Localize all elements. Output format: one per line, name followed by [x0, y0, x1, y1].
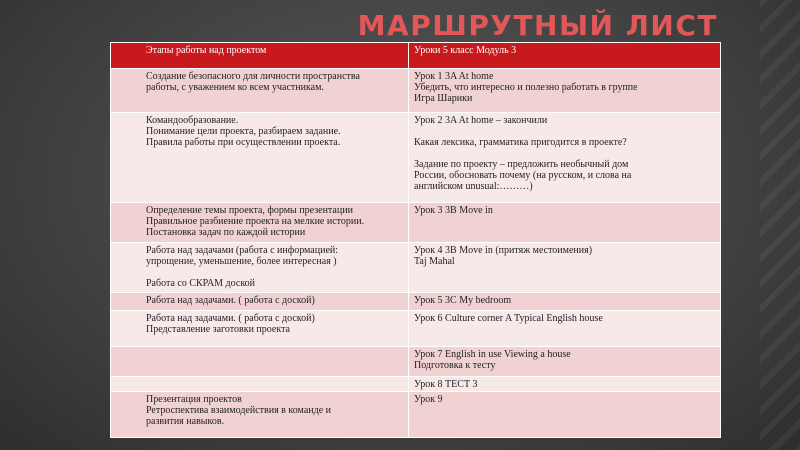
- cell-text-line: Представление заготовки проекта: [146, 324, 290, 335]
- cell-text-line: Урок 8 ТЕСТ 3: [414, 379, 478, 390]
- lesson-cell: [409, 311, 721, 347]
- header-stages: Этапы работы над проектом: [111, 43, 409, 69]
- stage-cell: [111, 69, 409, 113]
- table-row: [111, 243, 721, 293]
- cell-text-line: Постановка задач по каждой истории: [146, 227, 306, 238]
- cell-text-line: Правила работы при осуществлении проекта.: [146, 137, 341, 148]
- cell-text-line: развития навыков.: [146, 416, 225, 427]
- decorative-stripes: [760, 0, 800, 450]
- lesson-cell: [409, 243, 721, 293]
- table-row: [111, 377, 721, 392]
- cell-text-line: Работа над задачами (работа с информацией:: [146, 245, 339, 256]
- cell-text-line: английском unusual:………): [414, 181, 533, 192]
- table-row: [111, 311, 721, 347]
- cell-text-line: работы, с уважением ко всем участникам.: [146, 82, 324, 93]
- lesson-cell: [409, 203, 721, 243]
- stage-cell: [111, 203, 409, 243]
- header-lessons: Уроки 5 класс Модуль 3: [409, 43, 721, 69]
- stage-cell: [111, 347, 409, 377]
- cell-text-line: Урок 1 3A At home: [414, 71, 494, 82]
- table-row: [111, 69, 721, 113]
- cell-text-line: Урок 5 3C My bedroom: [414, 295, 512, 306]
- stage-cell: [111, 113, 409, 203]
- cell-text-line: Урок 7 English in use Viewing a house: [414, 349, 571, 360]
- lesson-cell: [409, 293, 721, 311]
- lesson-cell: [409, 392, 721, 438]
- stage-cell: [111, 243, 409, 293]
- cell-text-line: Подготовка к тесту: [414, 360, 496, 371]
- stage-cell: [111, 392, 409, 438]
- table-row: [111, 347, 721, 377]
- cell-text-line: Определение темы проекта, формы презентации: [146, 205, 353, 216]
- cell-text-line: Создание безопасного для личности пространства: [146, 71, 360, 82]
- cell-text-line: Урок 9: [414, 394, 443, 405]
- lesson-cell: [409, 377, 721, 392]
- table-row: [111, 113, 721, 203]
- cell-text-line: Какая лексика, грамматика пригодится в проекте?: [414, 137, 627, 148]
- table-row: [111, 392, 721, 438]
- cell-text-line: России, обосновать почему (на русском, и слова на: [414, 170, 632, 181]
- cell-text-line: Урок 4 3B Move in (притяж местоимения): [414, 245, 593, 256]
- cell-text-line: Работа над задачами. ( работа с доской): [146, 295, 315, 306]
- stage-cell: [111, 311, 409, 347]
- cell-text-line: Работа со СКРАМ доской: [146, 278, 256, 289]
- table-row: [111, 203, 721, 243]
- page-title: МАРШРУТНЫЙ ЛИСТ: [357, 9, 718, 42]
- stage-cell: [111, 377, 409, 392]
- cell-text-line: [414, 148, 716, 159]
- cell-text-line: Taj Mahal: [414, 256, 455, 267]
- lesson-cell: [409, 347, 721, 377]
- cell-text-line: Командообразование.: [146, 115, 239, 126]
- cell-text-line: Убедить, что интересно и полезно работать в группе: [414, 82, 638, 93]
- cell-text-line: Игра Шарики: [414, 93, 473, 104]
- stage-cell: [111, 293, 409, 311]
- lesson-cell: [409, 69, 721, 113]
- cell-text-line: Задание по проекту – предложить необычный дом: [414, 159, 629, 170]
- route-table: [110, 42, 721, 438]
- cell-text-line: упрощение, уменьшение, более интересная ): [146, 256, 337, 267]
- cell-text-line: Урок 2 3A At home – закончили: [414, 115, 548, 126]
- cell-text-line: Урок 6 Culture corner A Typical English house: [414, 313, 603, 324]
- cell-text-line: [414, 126, 716, 137]
- cell-text-line: Ретроспектива взаимодействия в команде и: [146, 405, 331, 416]
- cell-text-line: Презентация проектов: [146, 394, 242, 405]
- cell-text-line: [146, 267, 404, 278]
- cell-text-line: Понимание цели проекта, разбираем задание.: [146, 126, 341, 137]
- lesson-cell: [409, 113, 721, 203]
- cell-text-line: Урок 3 3B Move in: [414, 205, 493, 216]
- cell-text-line: Правильное разбиение проекта на мелкие истории.: [146, 216, 365, 227]
- table-header-row: [111, 43, 721, 69]
- table-row: [111, 293, 721, 311]
- cell-text-line: Работа над задачами. ( работа с доской): [146, 313, 315, 324]
